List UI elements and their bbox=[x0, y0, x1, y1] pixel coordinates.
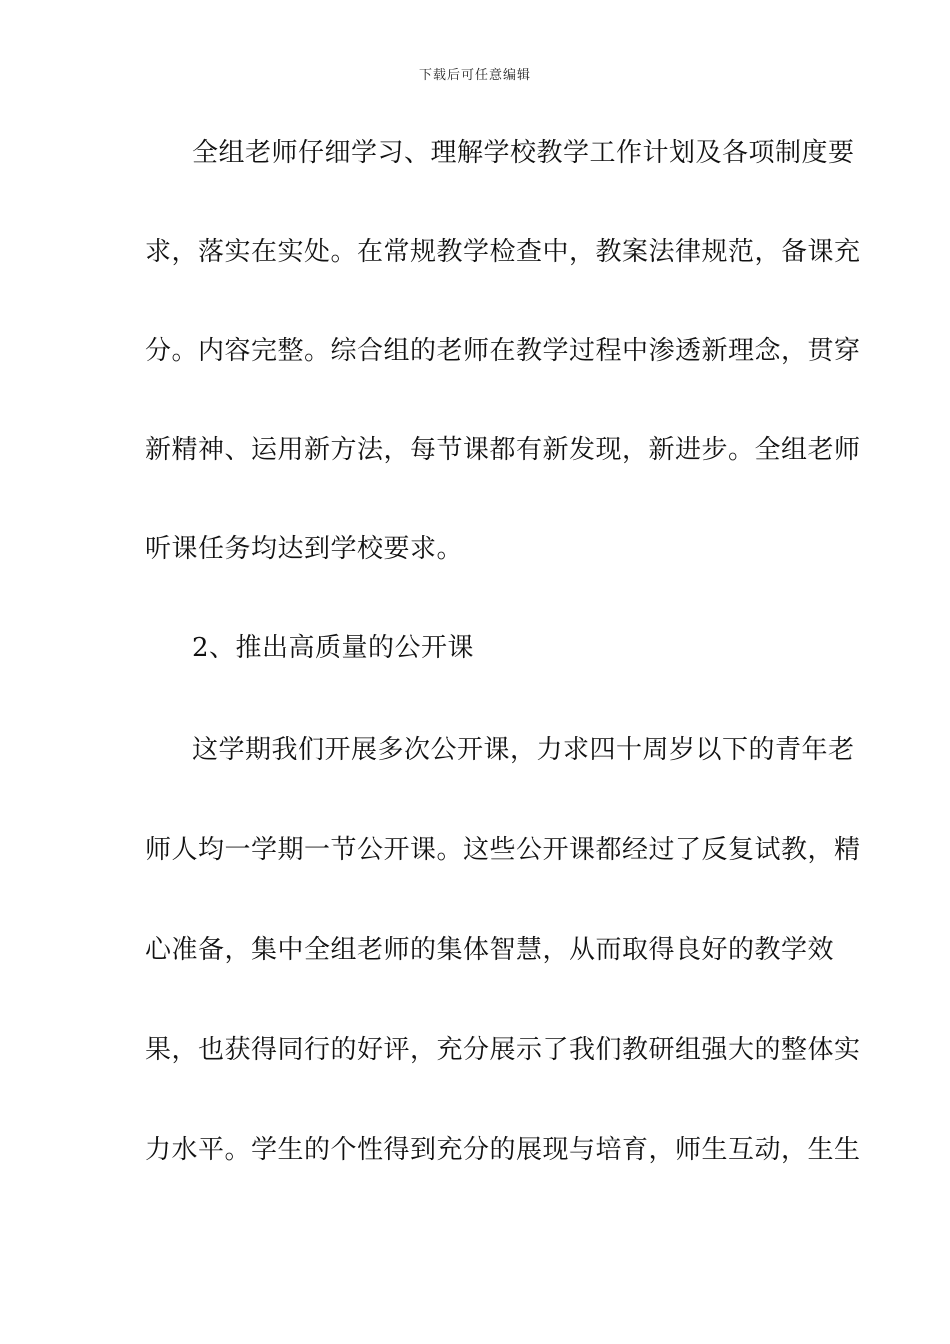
paragraph-line: 力水平。学生的个性得到充分的展现与培育，师生互动，生生 bbox=[145, 1135, 861, 1165]
paragraph-line: 求，落实在实处。在常规教学检查中，教案法律规范，备课充 bbox=[145, 237, 861, 267]
paragraph-line: 新精神、运用新方法，每节课都有新发现，新进步。全组老师 bbox=[145, 435, 861, 465]
paragraph-line: 分。内容完整。综合组的老师在教学过程中渗透新理念，贯穿 bbox=[145, 336, 861, 366]
paragraph-line: 听课任务均达到学校要求。 bbox=[145, 534, 464, 564]
paragraph-line: 果，也获得同行的好评，充分展示了我们教研组强大的整体实 bbox=[145, 1035, 861, 1065]
paragraph-line: 这学期我们开展多次公开课，力求四十周岁以下的青年老 bbox=[192, 735, 855, 765]
paragraph-line: 心准备，集中全组老师的集体智慧，从而取得良好的教学效 bbox=[145, 935, 835, 965]
page-header: 下载后可任意编辑 bbox=[418, 68, 531, 83]
paragraph-line: 全组老师仔细学习、理解学校教学工作计划及各项制度要 bbox=[192, 138, 855, 168]
section-heading: 2、推出高质量的公开课 bbox=[192, 633, 475, 663]
paragraph-line: 师人均一学期一节公开课。这些公开课都经过了反复试教，精 bbox=[145, 835, 861, 865]
